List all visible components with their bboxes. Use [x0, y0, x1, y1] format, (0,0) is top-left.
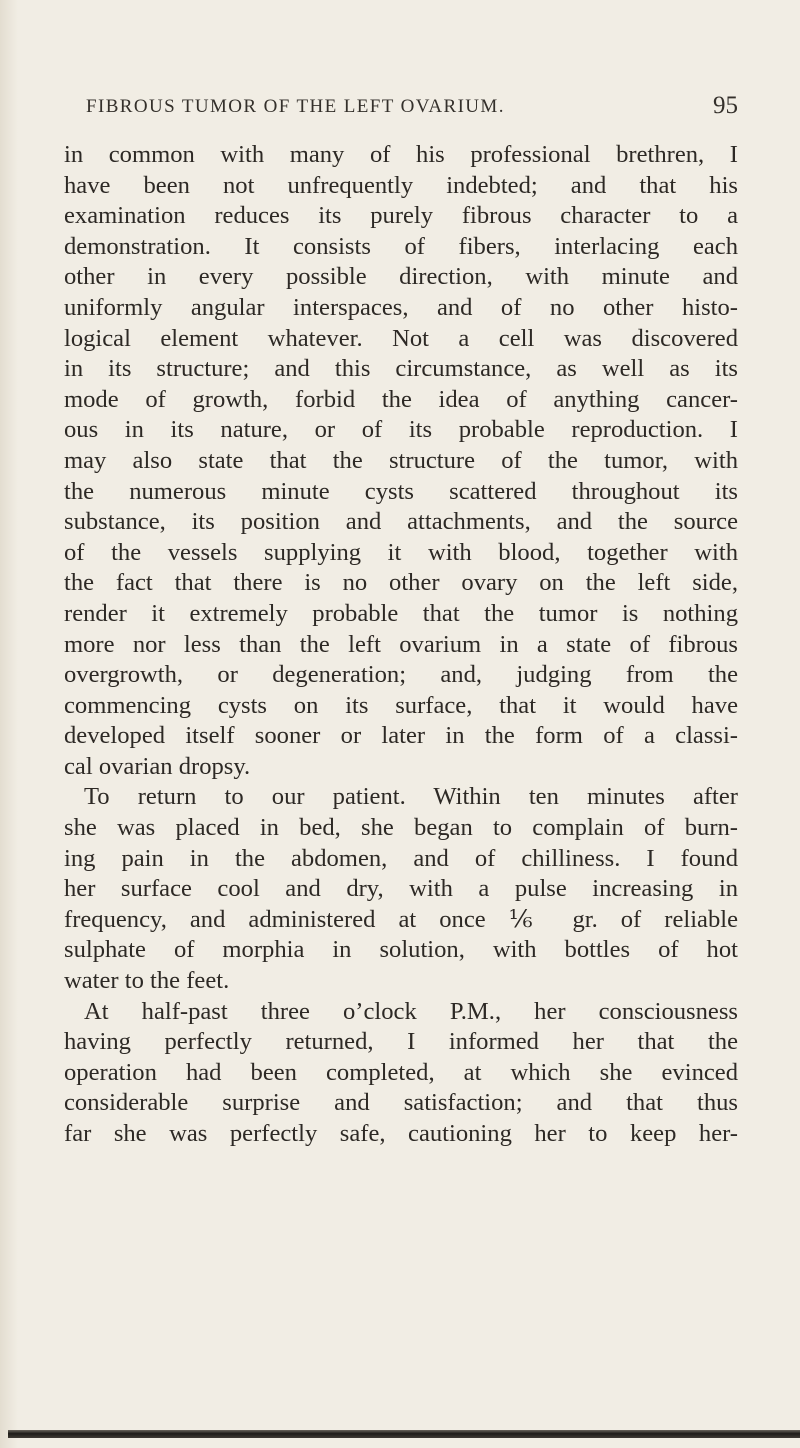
text-line: demonstration. It consists of fibers, interlacing each [64, 232, 738, 260]
paragraph-first-line: At half-past three o’clock P.M., her consciousness [84, 997, 738, 1025]
text-line: uniformly angular interspaces, and of no other histo- [64, 293, 738, 321]
text-line: mode of growth, forbid the idea of anything cancer- [64, 385, 738, 413]
paragraph-last-line: water to the feet. [64, 967, 230, 995]
text-line: operation had been completed, at which she evinced [64, 1058, 738, 1086]
text-line: ous in its nature, or of its probable reproduction. I [64, 416, 738, 444]
page-number: 95 [713, 92, 738, 119]
text-line: may also state that the structure of the tumor, with [64, 446, 738, 474]
text-line: in its structure; and this circumstance, as well as its [64, 355, 738, 383]
text-line: the fact that there is no other ovary on the left side, [64, 569, 738, 597]
text-line: of the vessels supplying it with blood, together with [64, 538, 738, 566]
text-line: commencing cysts on its surface, that it would have [64, 691, 738, 719]
text-line: her surface cool and dry, with a pulse increasing in [64, 875, 738, 903]
scan-bottom-edge [8, 1430, 800, 1438]
body-text [64, 140, 738, 1150]
text-line: developed itself sooner or later in the form of a classi- [64, 722, 738, 750]
text-line: the numerous minute cysts scattered throughout its [64, 477, 738, 505]
paragraph-first-line: To return to our patient. Within ten minutes after [84, 783, 738, 811]
text-line: far she was perfectly safe, cautioning her to keep her- [64, 1120, 738, 1147]
text-line: substance, its position and attachments, and the source [64, 508, 738, 536]
running-head-title: FIBROUS TUMOR OF THE LEFT OVARIUM. [86, 96, 505, 117]
running-head [64, 92, 738, 128]
paragraph-last-line: cal ovarian dropsy. [64, 752, 251, 780]
text-line: other in every possible direction, with minute and [64, 263, 738, 291]
text-line: considerable surprise and satisfaction; and that thus [64, 1089, 738, 1117]
text-line: examination reduces its purely fibrous character to a [64, 202, 738, 230]
text-line: having perfectly returned, I informed her that the [64, 1028, 738, 1056]
text-line: sulphate of morphia in solution, with bottles of hot [64, 936, 738, 964]
text-line: she was placed in bed, she began to complain of burn- [64, 814, 738, 842]
text-line: have been not unfrequently indebted; and that his [64, 171, 738, 199]
text-line: frequency, and administered at once ⅙ gr. of reliable [64, 905, 738, 933]
page-edge-shadow [0, 0, 18, 1448]
text-line: overgrowth, or degeneration; and, judging from the [64, 661, 738, 689]
text-line: in common with many of his professional brethren, I [64, 141, 738, 168]
text-line: ing pain in the abdomen, and of chilliness. I found [64, 844, 738, 872]
text-line: logical element whatever. Not a cell was discovered [64, 324, 738, 352]
text-line: more nor less than the left ovarium in a state of fibrous [64, 630, 738, 658]
text-line: render it extremely probable that the tumor is nothing [64, 599, 738, 627]
